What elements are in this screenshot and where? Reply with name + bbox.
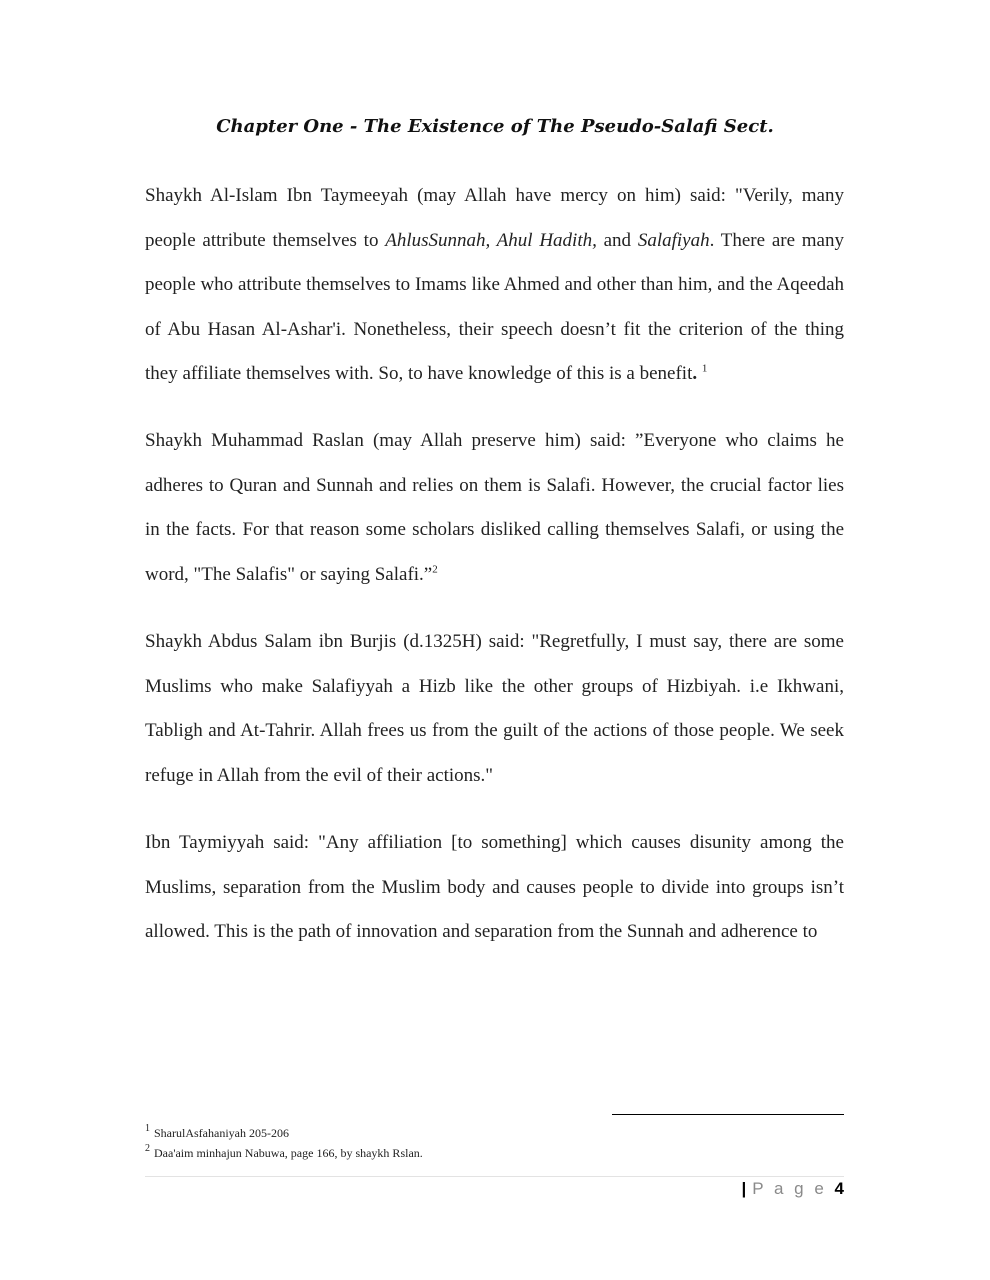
- page-number: 4: [834, 1179, 844, 1198]
- paragraph-italic-text: AhlusSunnah, Ahul Hadith,: [385, 229, 597, 251]
- footnote-text: Daa'aim minhajun Nabuwa, page 166, by shaykh Rslan.: [154, 1146, 423, 1160]
- paragraph-ibn-taymeeyah-quote: [145, 174, 844, 397]
- paragraph-text: Shaykh Muhammad Raslan (may Allah preserve him) said: ”Everyone who claims he adheres to Quran and Sunnah and relies on them is Salafi. However, the crucial factor lies in the facts. For that reason some scholars disliked calling themselves Salafi, or using the word, "The Salafis" or saying Salafi.”: [145, 430, 844, 585]
- chapter-title: Chapter One - The Existence of The Pseudo-Salafi Sect.: [216, 116, 774, 137]
- paragraph-ibn-taymiyyah-quote: [145, 821, 844, 955]
- paragraph-italic-text: Salafiyah: [637, 229, 710, 251]
- paragraph-text: and: [596, 229, 638, 251]
- paragraph-text: Ibn Taymiyyah said: "Any affiliation [to something] which causes disunity among the Muslims, separation from the Muslim body and causes people to divide into groups isn’t allowed. This is the path of innovation and separation from the Sunnah and adherence to: [145, 832, 844, 943]
- footer-divider: [145, 1176, 844, 1177]
- footer-bar: |: [741, 1179, 747, 1198]
- paragraph-text: . There are many people who attribute themselves to Imams like Ahmed and other than him, and the Aqeedah of Abu Hasan Al-Ashar'i. Nonetheless, their speech doesn’t fit the criterion of the thing they affiliate themselves with. So, to have knowledge of this is a benefit: [145, 229, 844, 385]
- footnote-1: [145, 1123, 845, 1141]
- paragraph-text: Shaykh Al-Islam Ibn Taymeeyah (may Allah have mercy on him) said: "Verily, many people attribute themselves to: [145, 185, 844, 251]
- paragraph-bold-period: .: [692, 363, 698, 385]
- footnote-text: SharulAsfahaniyah 205-206: [154, 1126, 289, 1140]
- footnote-ref-2[interactable]: 2: [432, 563, 438, 576]
- footnote-ref-1[interactable]: 1: [701, 363, 708, 376]
- footnote-2: [145, 1143, 845, 1161]
- page-footer: [741, 1179, 844, 1199]
- footnote-number: 1: [145, 1123, 150, 1134]
- paragraph-burjis-quote: [145, 620, 844, 798]
- paragraph-text: Shaykh Abdus Salam ibn Burjis (d.1325H) said: "Regretfully, I must say, there are some Muslims who make Salafiyyah a Hizb like the other groups of Hizbiyah. i.e Ikhwani, Tabligh and At-Tahrir. Allah frees us from the guilt of the actions of those people. We seek refuge in Allah from the evil of their actions.": [145, 631, 844, 786]
- footnote-separator: [612, 1114, 844, 1115]
- footer-page-label: P a g e: [752, 1179, 827, 1198]
- paragraph-raslan-quote: [145, 419, 844, 597]
- footnote-number: 2: [145, 1143, 150, 1154]
